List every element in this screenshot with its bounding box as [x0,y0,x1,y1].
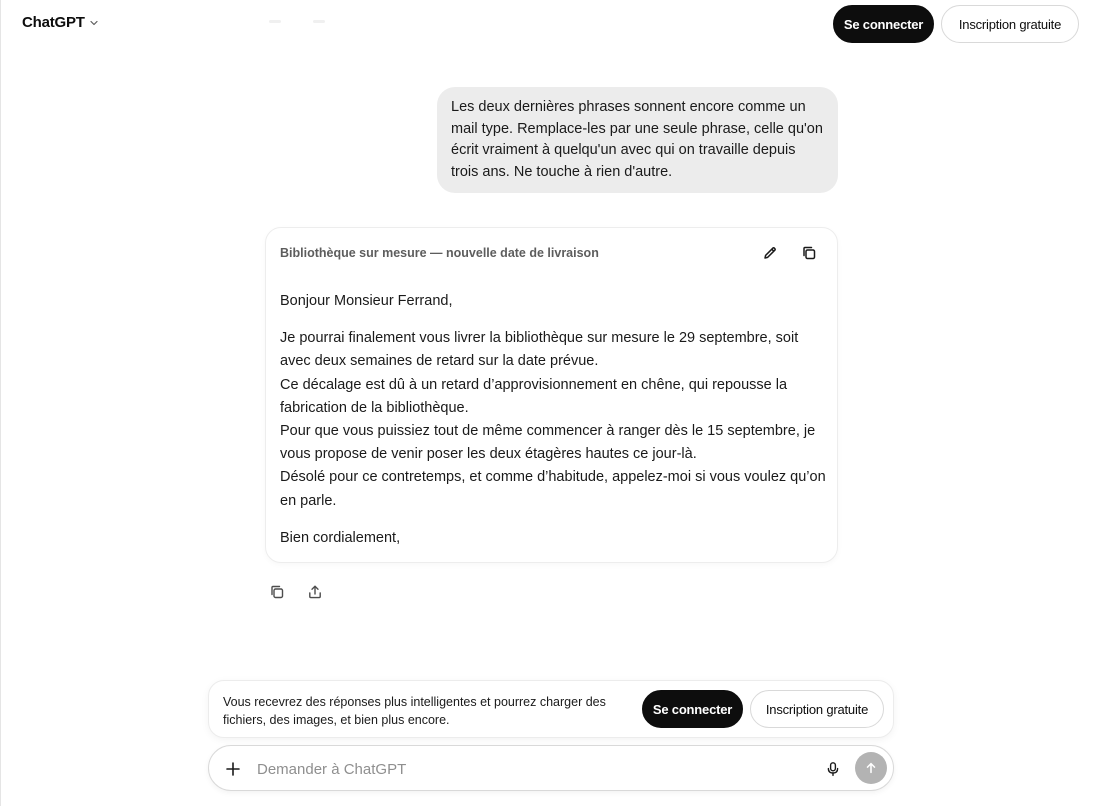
send-button[interactable] [855,752,887,784]
plus-icon [225,761,241,777]
arrow-up-icon [864,761,878,775]
model-selector[interactable] [22,14,99,31]
email-closing: Bien cordialement, [280,529,401,546]
prompt-input[interactable] [257,755,797,783]
user-message: Les deux dernières phrases sonnent encore comme un mail type. Remplace-les par une seule phrase, celle qu'on écrit vraiment à quelqu'un avec qui on travaille depuis trois ans. Ne touche à rien d'autre. [437,87,838,193]
canvas-document [265,227,838,563]
email-line: Ce décalage est dû à un retard d’approvisionnement en chêne, qui repousse la fabrication de la bibliothèque. [280,376,788,416]
pencil-icon [762,245,778,261]
canvas-title: Bibliothèque sur mesure — nouvelle date de livraison [280,246,599,260]
message-composer [208,745,894,791]
brand-name: ChatGPT [22,14,85,31]
signup-button[interactable]: Inscription gratuite [941,5,1079,43]
promo-text: Vous recevrez des réponses plus intelligentes et pourrez charger des fichiers, des images, et bien plus encore. [223,695,606,727]
login-button[interactable]: Se connecter [833,5,934,43]
top-bar [1,0,1100,48]
share-button[interactable] [304,581,326,603]
copy-icon [269,584,285,600]
copy-icon [801,245,817,261]
promo-signup-button[interactable]: Inscription gratuite [750,690,884,728]
promo-login-button[interactable]: Se connecter [642,690,743,728]
copy-message-button[interactable] [266,581,288,603]
header-placeholder [269,20,325,23]
email-body [280,327,828,513]
chevron-down-icon [89,18,99,28]
canvas-body [280,290,828,564]
share-icon [307,584,323,600]
voice-input-button[interactable] [821,757,845,781]
edit-button[interactable] [759,242,781,264]
copy-document-button[interactable] [798,242,820,264]
email-line: Je pourrai finalement vous livrer la bibliothèque sur mesure le 29 septembre, soit avec deux semaines de retard sur la date prévue. [280,330,799,370]
microphone-icon [825,761,841,777]
login-promo [208,680,894,738]
add-attachment-button[interactable] [221,757,245,781]
email-greeting: Bonjour Monsieur Ferrand, [280,293,453,309]
email-line: Pour que vous puissiez tout de même commencer à ranger dès le 15 septembre, je vous propose de venir poser les deux étagères hautes ce jour-là. [280,423,816,463]
email-line: Désolé pour ce contretemps, et comme d’habitude, appelez-moi si vous voulez qu’on en parle. [280,469,826,509]
